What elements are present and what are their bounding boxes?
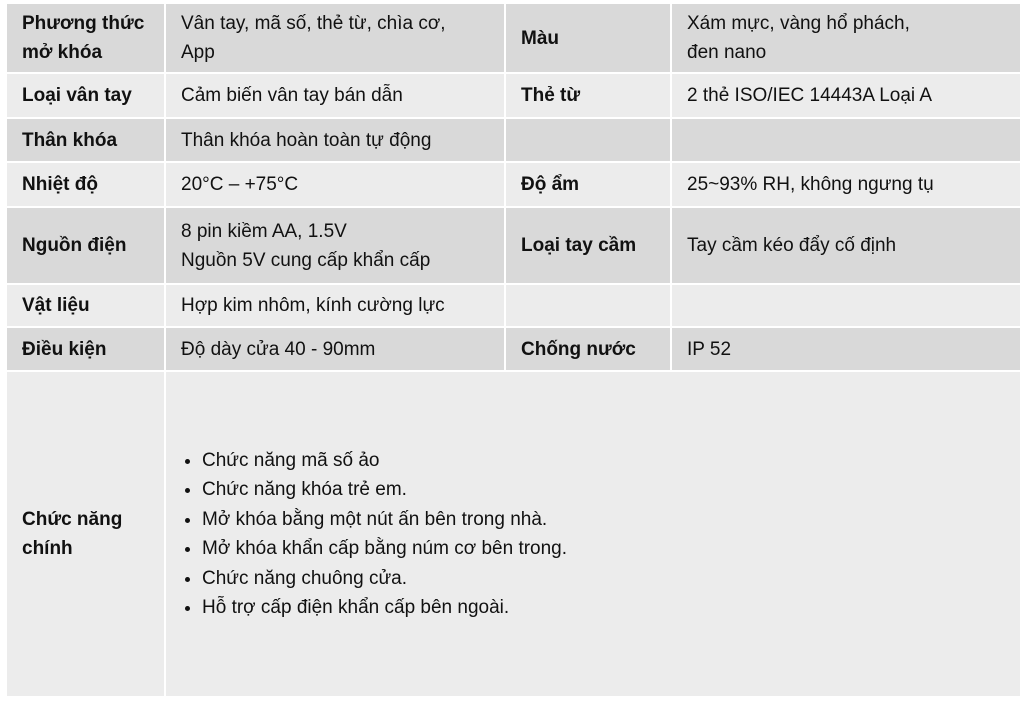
spec-label: Loại vân tay [7,73,165,118]
spec-row-lock-body [7,118,1020,162]
spec-value [671,73,1020,118]
spec-label: Độ ẩm [505,162,671,207]
spec-value-line: 20°C – +75°C [181,174,299,195]
spec-value [671,207,1020,284]
spec-value-line: 25~93% RH, không ngưng tụ [687,174,934,195]
spec-value-line: Cảm biến vân tay bán dẫn [181,85,403,106]
spec-value-line: IP 52 [687,338,732,360]
spec-label: Loại tay cầm [505,207,671,284]
spec-value-line: 8 pin kiềm AA, 1.5V [181,220,347,242]
spec-value [671,162,1020,207]
spec-label: Thẻ từ [505,73,671,118]
spec-value [671,284,1020,327]
spec-row-power [7,207,1020,284]
spec-label: Nhiệt độ [7,162,165,207]
spec-value [165,118,505,162]
list-item: • Mở khóa bằng một nút ấn bên trong nhà. [202,505,1020,535]
spec-label: Điều kiện [7,327,165,371]
spec-value-line: Vân tay, mã số, thẻ từ, chìa cơ, [181,13,446,34]
features-row [7,371,1020,697]
list-item: • Hỗ trợ cấp điện khẩn cấp bên ngoài. [202,593,1020,623]
spec-value [165,162,505,207]
spec-label [505,118,671,162]
features-list [166,446,1020,623]
spec-row-temperature [7,162,1020,207]
spec-value-line: Hợp kim nhôm, kính cường lực [181,295,445,316]
spec-label: Vật liệu [7,284,165,327]
spec-value-line: đen nano [687,42,767,63]
spec-value-line: Xám mực, vàng hổ phách, [687,13,910,34]
spec-label: Phương thức mở khóa [7,4,165,73]
spec-row-material [7,284,1020,327]
spec-row-unlock [7,4,1020,73]
spec-row-fingerprint [7,73,1020,118]
spec-value [165,207,505,284]
list-item: • Chức năng khóa trẻ em. [202,475,1020,505]
spec-value [165,73,505,118]
list-item: • Chức năng mã số ảo [202,446,1020,476]
spec-value [671,118,1020,162]
spec-value-line: App [181,42,215,63]
spec-value-line: Độ dày cửa 40 - 90mm [181,338,376,360]
spec-value-line: Nguồn 5V cung cấp khẩn cấp [181,249,431,271]
features-label: Chức năng chính [7,371,165,697]
spec-row-condition [7,327,1020,371]
spec-value [671,327,1020,371]
spec-value-line: Tay cầm kéo đẩy cố định [687,235,897,256]
features-cell [165,371,1020,697]
spec-label: Thân khóa [7,118,165,162]
spec-label: Màu [505,4,671,73]
spec-table [7,4,1020,698]
spec-value [165,4,505,73]
spec-value-line: 2 thẻ ISO/IEC 14443A Loại A [687,85,933,106]
list-item: • Chức năng chuông cửa. [202,564,1020,594]
spec-value [165,327,505,371]
spec-value-line: Thân khóa hoàn toàn tự động [181,129,432,151]
spec-label: Nguồn điện [7,207,165,284]
list-item: • Mở khóa khẩn cấp bằng núm cơ bên trong. [202,534,1020,564]
spec-value [671,4,1020,73]
spec-value [165,284,505,327]
spec-label: Chống nước [505,327,671,371]
spec-label [505,284,671,327]
